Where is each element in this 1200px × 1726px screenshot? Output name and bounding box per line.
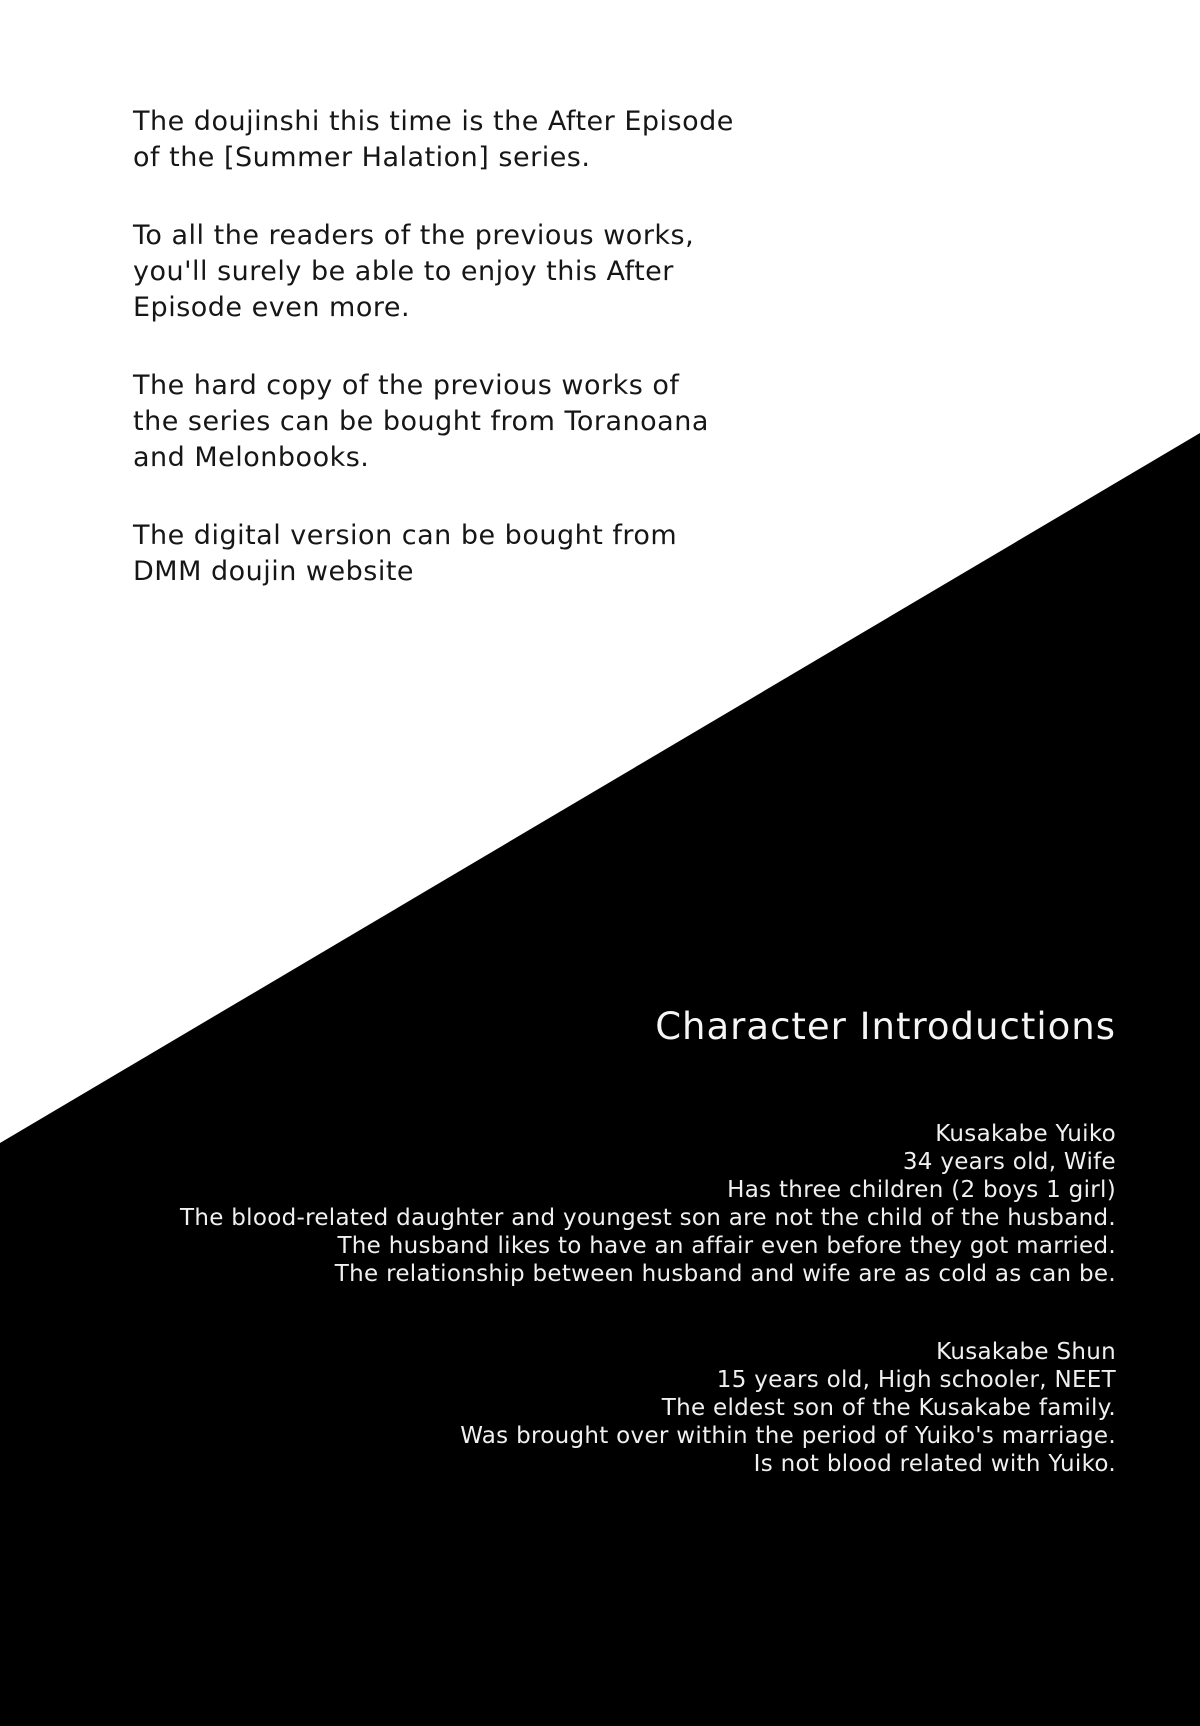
text-line: of the [Summer Halation] series. [133, 142, 591, 173]
text-line: To all the readers of the previous works, [133, 220, 695, 251]
text-line: The blood-related daughter and youngest son are not the child of the husband. [179, 1205, 1116, 1231]
text-line: The husband likes to have an affair even before they got married. [337, 1233, 1116, 1259]
text-line: The doujinshi this time is the After Episode [133, 106, 734, 137]
intro-paragraph-readers [133, 218, 734, 326]
character-entry-shun [460, 1338, 1116, 1478]
text-line: The relationship between husband and wife are as cold as can be. [334, 1261, 1116, 1287]
intro-paragraph-series [133, 104, 734, 176]
character-name: Kusakabe Shun [936, 1339, 1116, 1365]
text-line: 34 years old, Wife [902, 1149, 1116, 1175]
text-line: The eldest son of the Kusakabe family. [661, 1395, 1116, 1421]
intro-text-block [133, 104, 734, 632]
intro-paragraph-digital [133, 518, 734, 590]
character-introductions-heading: Character Introductions [655, 1005, 1116, 1048]
text-line: Has three children (2 boys 1 girl) [727, 1177, 1116, 1203]
text-line: and Melonbooks. [133, 442, 370, 473]
text-line: The digital version can be bought from [133, 520, 678, 551]
text-line: DMM doujin website [133, 556, 415, 587]
text-line: 15 years old, High schooler, NEET [716, 1367, 1116, 1393]
intro-paragraph-hardcopy [133, 368, 734, 476]
text-line: the series can be bought from Toranoana [133, 406, 709, 437]
text-line: Was brought over within the period of Yuiko's marriage. [460, 1423, 1116, 1449]
character-name: Kusakabe Yuiko [935, 1121, 1116, 1147]
text-line: The hard copy of the previous works of [133, 370, 680, 401]
character-entry-yuiko [180, 1120, 1116, 1288]
text-line: Episode even more. [133, 292, 411, 323]
text-line: Is not blood related with Yuiko. [753, 1451, 1116, 1477]
text-line: you'll surely be able to enjoy this After [133, 256, 674, 287]
